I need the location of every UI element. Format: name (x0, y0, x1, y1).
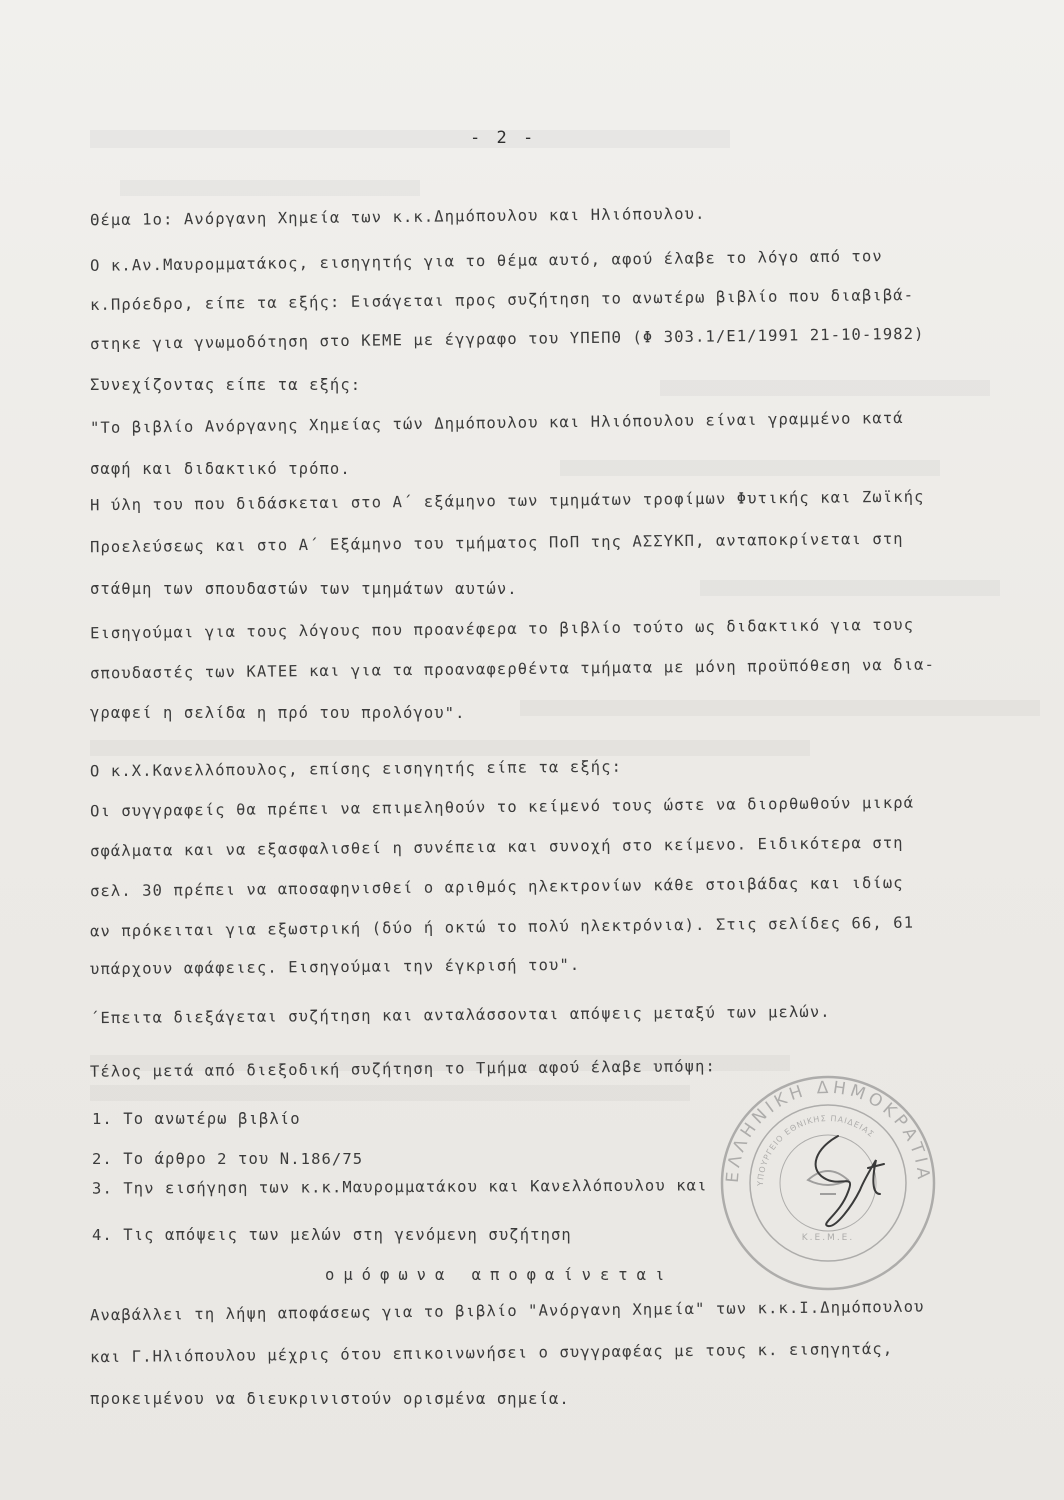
bleed-through-line (120, 180, 420, 196)
seal-outer-text: ΕΛΛΗΝΙΚΗ ΔΗΜΟΚΡΑΤΙΑ (722, 1077, 934, 1184)
consideration-item: 2. Το άρθρο 2 του Ν.186/75 (92, 1150, 364, 1168)
text-line: σελ. 30 πρέπει να αποσαφηνισθεί ο αριθμός ηλεκτρονίων κάθε στοιβάδας και ιδίως (89, 873, 904, 901)
text-line: γραφεί η σελίδα η πρό του προλόγου". (90, 704, 466, 722)
text-line: υπάρχουν αφάφειες. Εισηγούμαι την έγκρισή του". (89, 955, 581, 979)
text-line: Συνεχίζοντας είπε τα εξής: (90, 376, 362, 394)
text-line: κ.Πρόεδρο, είπε τα εξής: Εισάγεται προς συζήτηση το ανωτέρω βιβλίο που διαβιβά- (89, 285, 915, 315)
text-line: Εισηγούμαι για τους λόγους που προανέφερα το βιβλίο τούτο ως διδακτικό για τους (89, 615, 915, 643)
discussion-line: ΄Επειτα διεξάγεται συζήτηση και ανταλάσσονται απόψεις μεταξύ των μελών. (89, 1002, 831, 1028)
text-line: "Το βιβλίο Ανόργανης Χημείας τών Δημόπουλου και Ηλιόπουλου είναι γραμμένο κατά (89, 409, 904, 437)
text-line: Ο κ.Αν.Μαυρομματάκος, εισηγητής για το θέμα αυτό, αφού έλαβε το λόγο από τον (89, 247, 883, 275)
consideration-item: 1. Το ανωτέρω βιβλίο (92, 1110, 301, 1128)
text-line: στάθμη των σπουδαστών των τμημάτων αυτών. (90, 580, 518, 598)
bleed-through-line (90, 740, 810, 756)
text-line: σαφή και διδακτικό τρόπο. (90, 460, 351, 478)
unanimous-heading: ομόφωνα αποφαίνεται (325, 1266, 674, 1284)
text-line: αν πρόκειται για εξωστρική (δύο ή οκτώ το πολύ ηλεκτρόνια). Στις σελίδες 66, 61 (89, 913, 915, 941)
signature-mark (816, 1136, 884, 1226)
bleed-through-line (90, 1085, 690, 1101)
bleed-through-line (660, 380, 990, 396)
decision-line: προκειμένου να διευκρινιστούν ορισμένα σημεία. (90, 1390, 570, 1408)
seal-inner-text: ΥΠΟΥΡΓΕΙΟ ΕΘΝΙΚΗΣ ΠΑΙΔΕΙΑΣ (755, 1113, 877, 1187)
bleed-through-line (560, 460, 940, 476)
page-number: - 2 - (470, 128, 537, 148)
text-line: Οι συγγραφείς θα πρέπει να επιμεληθούν το κείμενό τους ώστε να διορθωθούν μικρά (89, 793, 915, 821)
bleed-through-line (520, 700, 1040, 716)
official-seal (708, 1068, 948, 1298)
consideration-item: 3. Την εισήγηση των κ.κ.Μαυρομματάκου και Κανελλόπουλου και (91, 1176, 708, 1198)
text-line: Η ύλη του που διδάσκεται στο Α΄ εξάμηνο των τμημάτων τροφίμων Φυτικής και Ζωϊκής (89, 487, 925, 515)
decision-line: και Γ.Ηλιόπουλου μέχρις ότου επικοινωνήσει ο συγγραφέας με τους κ. εισηγητάς, (89, 1339, 894, 1367)
svg-text:ΕΛΛΗΝΙΚΗ ΔΗΜΟΚΡΑΤΙΑ (723, 1078, 934, 1184)
bleed-through-line (90, 130, 730, 148)
theme-heading: Θέμα 1ο: Ανόργανη Χημεία των κ.κ.Δημόπουλου και Ηλιόπουλου. (89, 204, 706, 230)
text-line: στηκε για γνωμοδότηση στο ΚΕΜΕ με έγγραφο του ΥΠΕΠΘ (Φ 303.1/Ε1/1991 21-10-1982) (89, 324, 925, 354)
bleed-through-line (700, 580, 1000, 596)
final-intro-line: Τέλος μετά από διεξοδική συζήτηση το Τμήμα αφού έλαβε υπόψη: (89, 1057, 716, 1081)
svg-text:ΥΠΟΥΡΓΕΙΟ ΕΘΝΙΚΗΣ ΠΑΙΔΕΙΑΣ (756, 1114, 876, 1187)
decision-line: Αναβάλλει τη λήψη αποφάσεως για το βιβλίο "Ανόργανη Χημεία" των κ.κ.Ι.Δημόπουλου (89, 1297, 925, 1325)
text-line: Προελεύσεως και στο Α΄ Εξάμηνο του τμήματος ΠοΠ της ΑΣΣΥΚΠ, ανταποκρίνεται στη (89, 529, 904, 557)
text-line: σπουδαστές των ΚΑΤΕΕ και για τα προαναφερθέντα τμήματα με μόνη προϋπόθεση να δια- (89, 655, 936, 683)
seal-bottom-text: Κ.Ε.Μ.Ε. (801, 1233, 855, 1243)
text-line: σφάλματα και να εξασφαλισθεί η συνέπεια και συνοχή στο κείμενο. Ειδικότερα στη (89, 833, 904, 861)
text-line: Ο κ.Χ.Κανελλόπουλος, επίσης εισηγητής είπε τα εξής: (89, 757, 623, 781)
consideration-item: 4. Τις απόψεις των μελών στη γενόμενη συζήτηση (92, 1226, 572, 1244)
